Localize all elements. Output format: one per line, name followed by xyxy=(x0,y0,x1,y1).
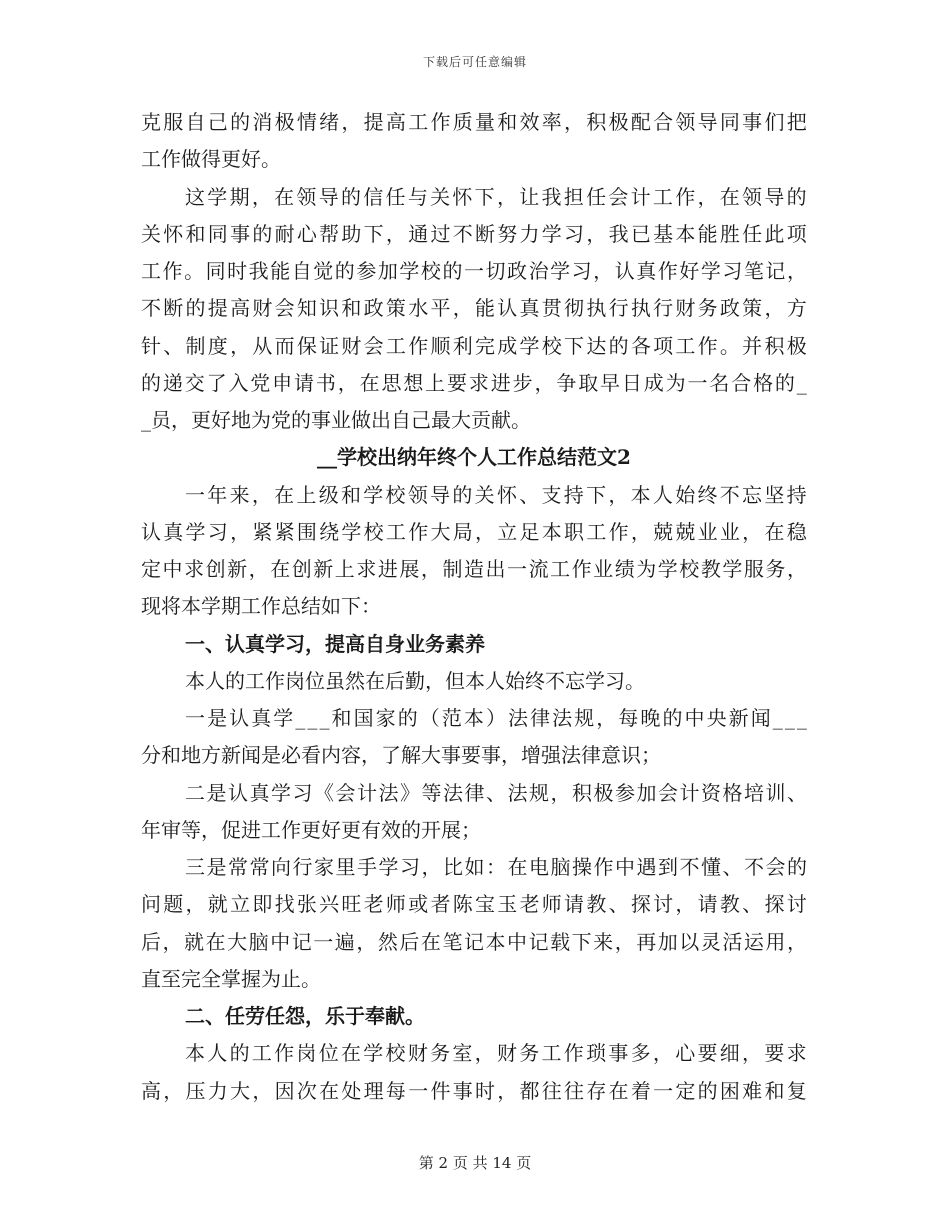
page-footer: 第 2 页 共 14 页 xyxy=(418,1154,532,1172)
text-line: _员，更好地为党的事业做出自己最大贡献。 xyxy=(141,408,531,432)
text-line: 不 断 的 提 高 财 会 知 识 和 政 策 水 平 ， 能 认 真 贯 彻 执 行 执 行 财 务 政 策 ， 方 xyxy=(141,296,807,321)
section-title: __学校出纳年终个人工作总结范文2 xyxy=(317,445,631,470)
text-line: 工 作 。 同 时 我 能 自 觉 的 参 加 学 校 的 一 切 政 治 学 习 ， 认 真 作 好 学 习 笔 记 ， xyxy=(141,259,807,283)
text-line: 克 服 自 己 的 消 极 情 绪 ， 提 高 工 作 质 量 和 效 率 ， 积 极 配 合 领 导 同 事 们 把 xyxy=(141,110,807,134)
text-line: 关 怀 和 同 事 的 耐 心 帮 助 下 ， 通 过 不 断 努 力 学 习 ， 我 已 基 本 能 胜 任 此 项 xyxy=(141,221,807,246)
text-line: 这 学 期 ， 在 领 导 的 信 任 与 关 怀 下 ， 让 我 担 任 会 计 工 作 ， 在 领 导 的 xyxy=(185,184,807,209)
text-line: 年审等，促进工作更好更有效的开展； xyxy=(141,817,481,842)
page-header: 下载后可任意编辑 xyxy=(422,55,527,69)
text-line: 本 人 的 工 作 岗 位 在 学 校 财 务 室 ， 财 务 工 作 琐 事 多 ， 心 要 细 ， 要 求 xyxy=(185,1041,807,1066)
text-line: 分和地方新闻是必看内容，了解大事要事，增强法律意识； xyxy=(141,743,661,768)
text-line: 现将本学期工作总结如下： xyxy=(141,594,381,619)
text-line: 本人的工作岗位虽然在后勤，但本人始终不忘学习。 xyxy=(185,668,645,693)
document-body xyxy=(141,104,807,1110)
text-line: 后 ， 就 在 大 脑 中 记 一 遍 ， 然 后 在 笔 记 本 中 记 载 下 来 ， 再 加 以 灵 活 运 用 ， xyxy=(141,929,807,954)
text-line: 二 是 认 真 学 习 《 会 计 法 》 等 法 律 、 法 规 ， 积 极 参 加 会 计 资 格 培 训 、 xyxy=(185,780,807,805)
text-line: 一 是 认 真 学 _ _ _ 和 国 家 的 （ 范 本 ） 法 律 法 规 ， 每 晚 的 中 央 新 闻 _ _ _ xyxy=(185,706,807,730)
text-line: 三 是 常 常 向 行 家 里 手 学 习 ， 比 如 ： 在 电 脑 操 作 中 遇 到 不 懂 、 不 会 的 xyxy=(185,855,807,879)
text-line: 的 递 交 了 入 党 申 请 书 ， 在 思 想 上 要 求 进 步 ， 争 取 早 日 成 为 一 名 合 格 的 _ xyxy=(141,370,807,395)
text-line: 高 ， 压 力 大 ， 因 次 在 处 理 每 一 件 事 时 ， 都 往 往 存 在 着 一 定 的 困 难 和 复 xyxy=(141,1078,807,1103)
text-line: 认 真 学 习 ， 紧 紧 围 绕 学 校 工 作 大 局 ， 立 足 本 职 工 作 ， 兢 兢 业 业 ， 在 稳 xyxy=(141,519,807,544)
text-line: 问 题 ， 就 立 即 找 张 兴 旺 老 师 或 者 陈 宝 玉 老 师 请 教 、 探 讨 ， 请 教 、 探 讨 xyxy=(141,892,807,917)
text-line: 定 中 求 创 新 ， 在 创 新 上 求 进 展 ， 制 造 出 一 流 工 作 业 绩 为 学 校 教 学 服 务 ， xyxy=(141,557,807,581)
text-line: 直至完全掌握为止。 xyxy=(141,966,321,991)
section-heading: 二、任劳任怨，乐于奉献。 xyxy=(185,1004,425,1028)
section-heading: 一、认真学习，提高自身业务素养 xyxy=(185,631,485,656)
text-line: 一 年 来 ， 在 上 级 和 学 校 领 导 的 关 怀 、 支 持 下 ， 本 人 始 终 不 忘 坚 持 xyxy=(185,482,807,507)
text-line: 针 、 制 度 ， 从 而 保 证 财 会 工 作 顺 利 完 成 学 校 下 达 的 各 项 工 作 。 并 积 极 xyxy=(141,333,807,358)
text-line: 工作做得更好。 xyxy=(141,147,281,172)
